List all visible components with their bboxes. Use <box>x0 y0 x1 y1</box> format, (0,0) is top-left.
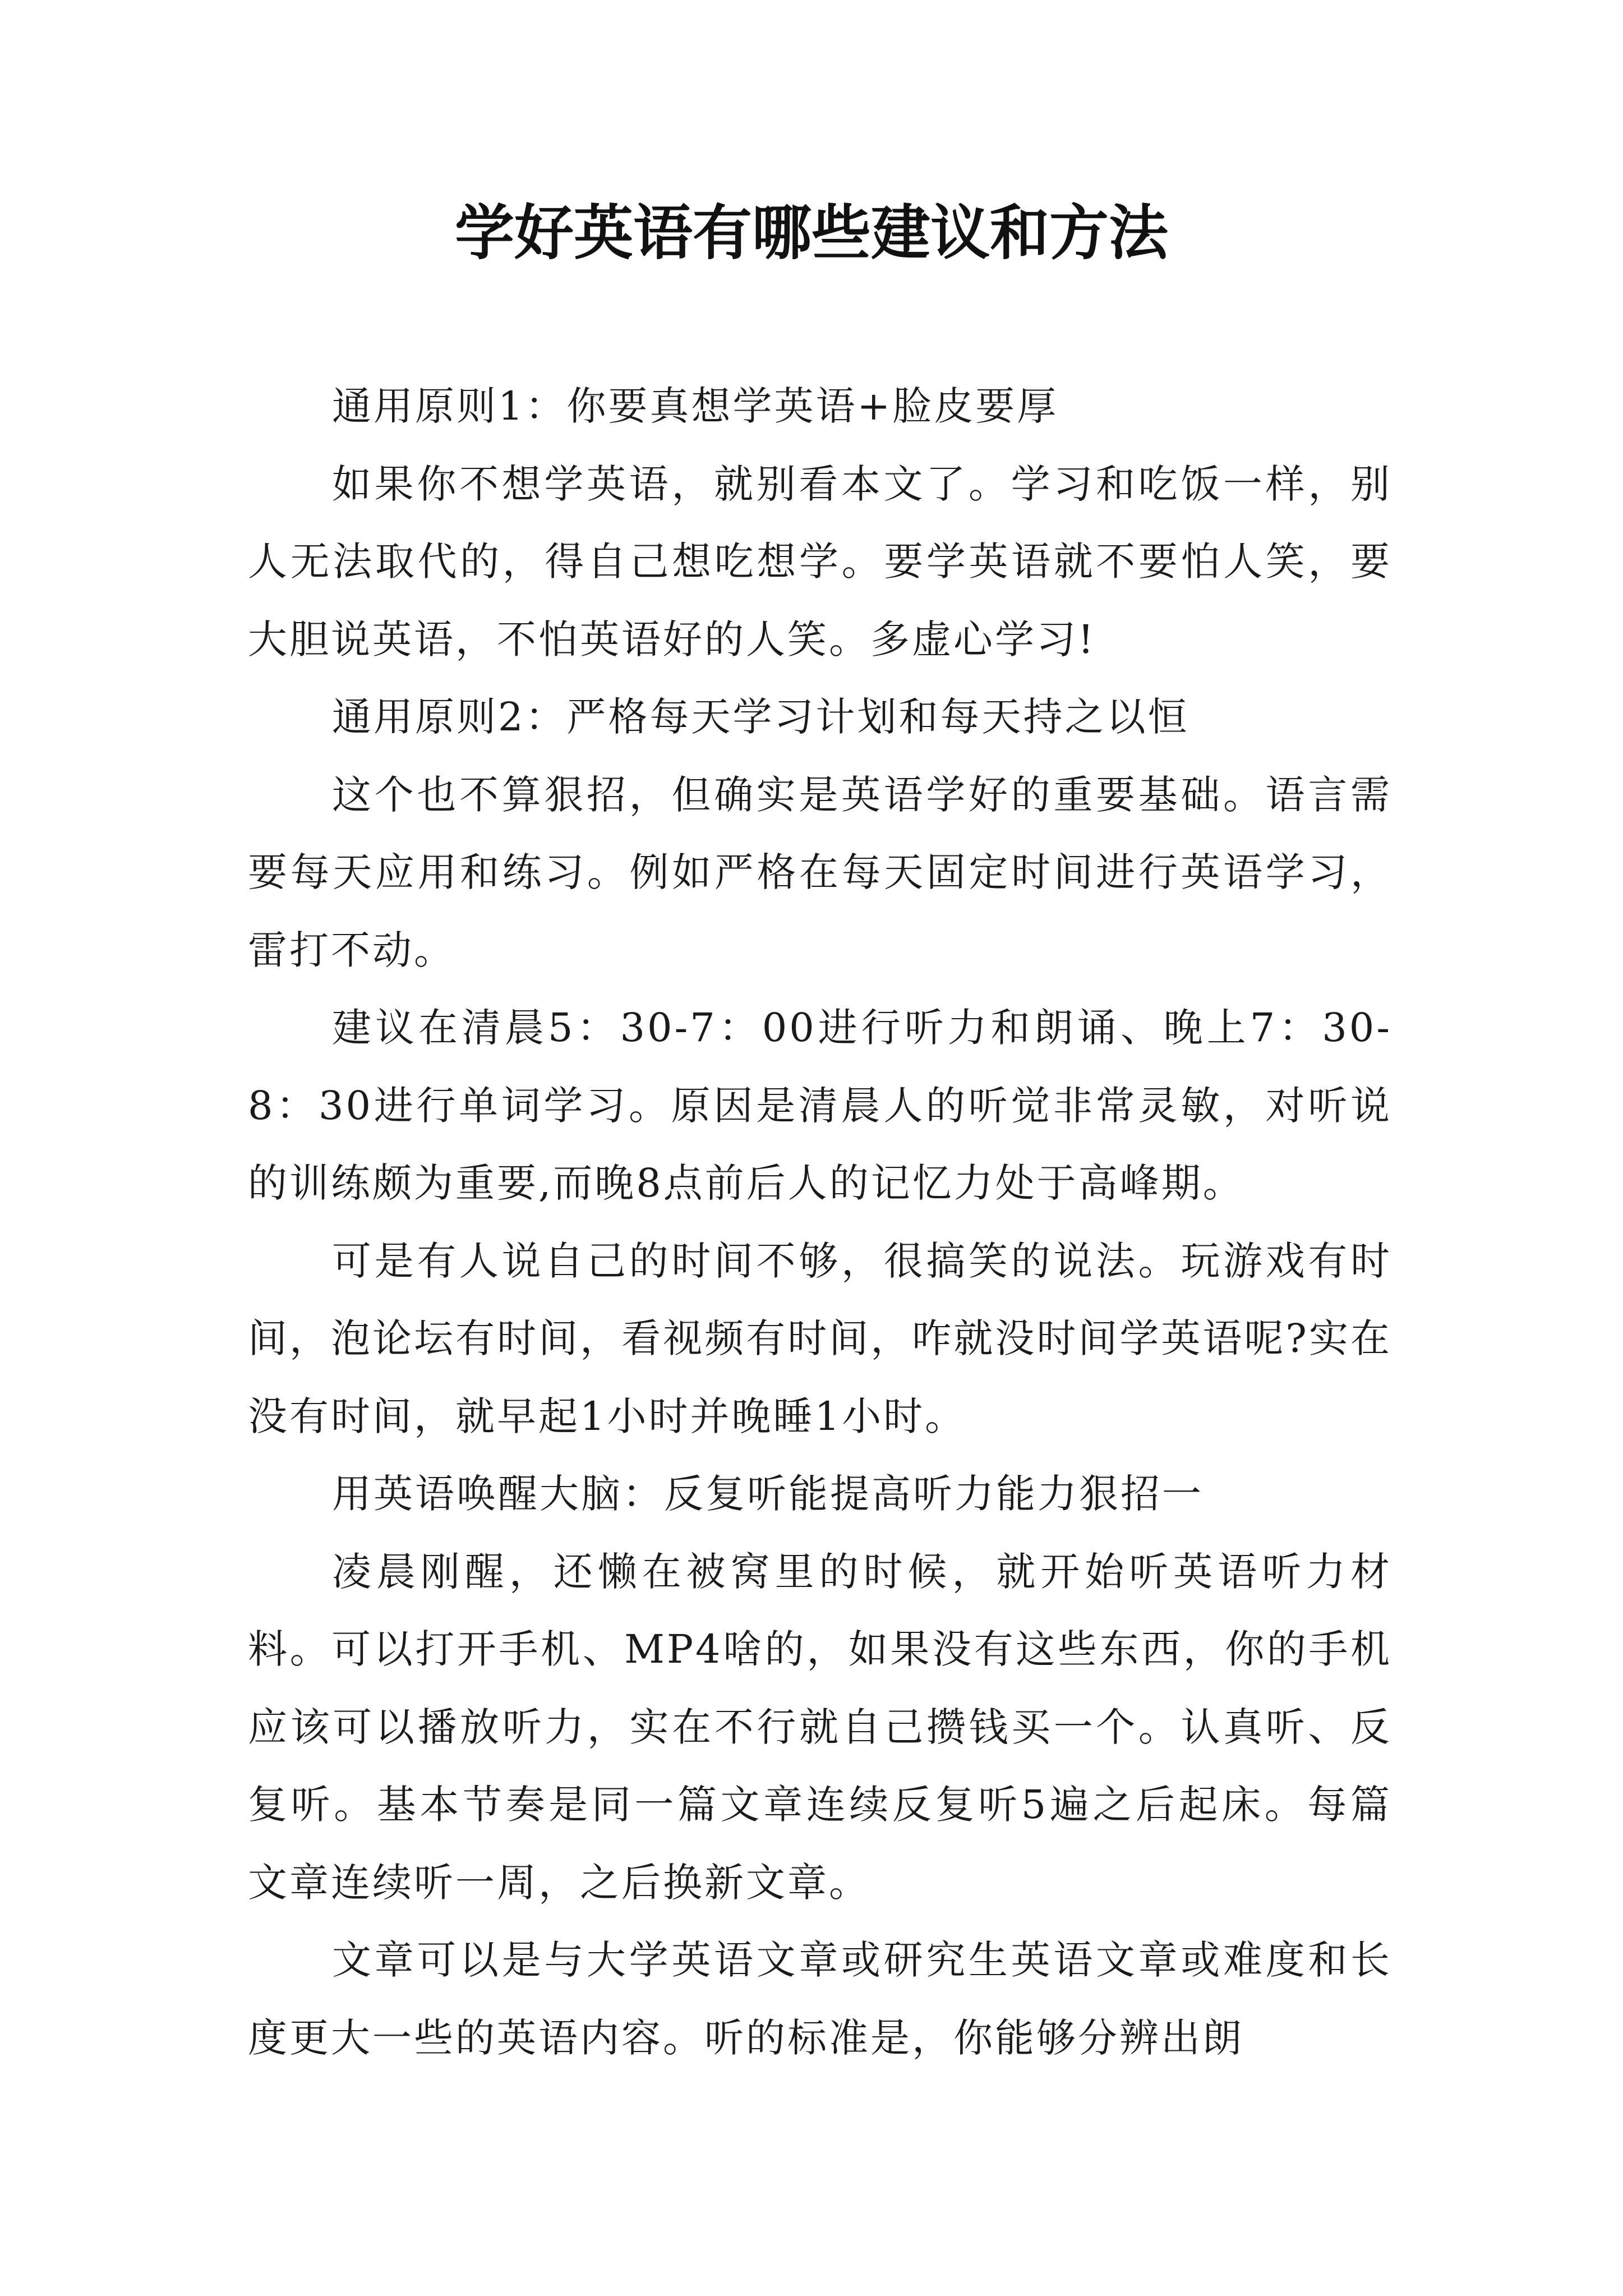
body-paragraph: 可是有人说自己的时间不够，很搞笑的说法。玩游戏有时间，泡论坛有时间，看视频有时间，咋就没时间学英语呢?实在没有时间，就早起1小时并晚睡1小时。 <box>248 1237 1392 1439</box>
body-paragraph: 建议在清晨5：30-7：00进行听力和朗诵、晚上7：30-8：30进行单词学习。原因是清晨人的听觉非常灵敏，对听说的训练颇为重要,而晚8点前后人的记忆力处于高峰期。 <box>248 1005 1392 1206</box>
body-paragraph: 这个也不算狠招，但确实是英语学好的重要基础。语言需要每天应用和练习。例如严格在每天固定时间进行英语学习，雷打不动。 <box>248 771 1392 973</box>
tip-1-heading: 用英语唤醒大脑：反复听能提高听力能力狠招一 <box>332 1471 1204 1517</box>
document-title: 学好英语有哪些建议和方法 <box>455 197 1168 268</box>
body-paragraph: 如果你不想学英语，就别看本文了。学习和吃饭一样，别人无法取代的，得自己想吃想学。要学英语就不要怕人笑，要大胆说英语，不怕英语好的人笑。多虚心学习! <box>248 461 1392 662</box>
principle-1-heading: 通用原则1：你要真想学英语+脸皮要厚 <box>332 383 1059 429</box>
document-body <box>248 367 1392 2077</box>
body-paragraph: 文章可以是与大学英语文章或研究生英语文章或难度和长度更大一些的英语内容。听的标准是，你能够分辨出朗 <box>248 1937 1392 2061</box>
body-paragraph: 凌晨刚醒，还懒在被窝里的时候，就开始听英语听力材料。可以打开手机、MP4啥的，如果没有这些东西，你的手机应该可以播放听力，实在不行就自己攒钱买一个。认真听、反复听。基本节奏是同一篇文章连续反复听5遍之后起床。每篇文章连续听一周，之后换新文章。 <box>248 1548 1392 1906</box>
principle-2-heading: 通用原则2：严格每天学习计划和每天持之以恒 <box>332 694 1189 740</box>
